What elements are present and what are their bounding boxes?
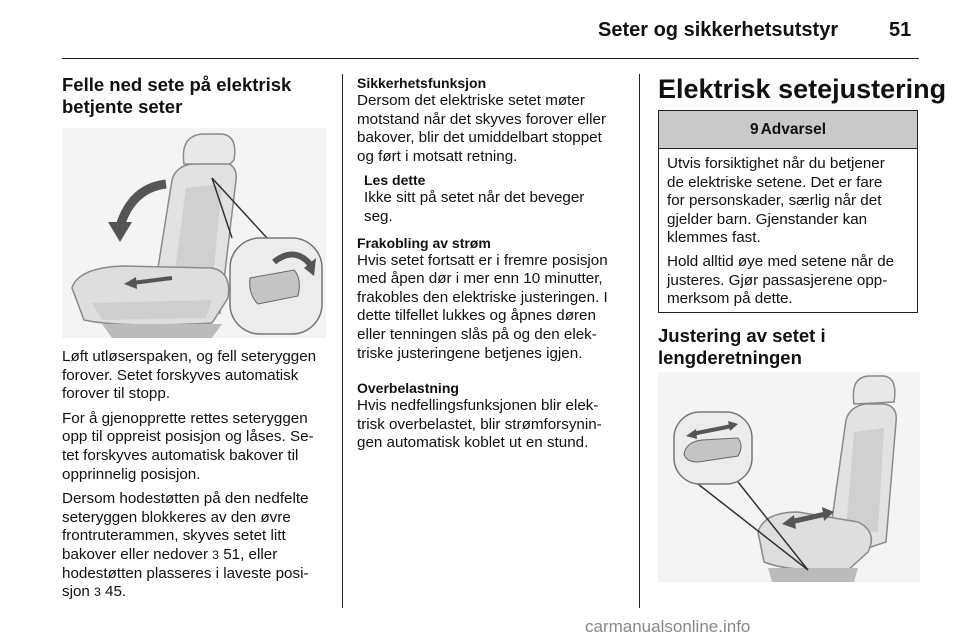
page-ref-icon: 3 (94, 585, 101, 600)
note-block (357, 171, 629, 226)
warning-triangle-icon: 9 (749, 120, 759, 138)
paragraph-fold-1: Løft utløserspaken, og fell seteryggen forover. Setet forskyves automatisk forover til stopp. (62, 348, 317, 403)
paragraph-safety: Dersom det elektriske setet møter motstand når det skyves forover eller bakover, blir det umiddelbart stoppet og ført i motsatt retning. (357, 92, 607, 165)
column-divider-right (639, 74, 640, 608)
slide-seat-illustration (658, 372, 920, 582)
warning-box (658, 110, 918, 313)
column-divider-left (342, 74, 343, 608)
header-divider (62, 58, 919, 59)
section-heading-electric-adjust: Elektrisk setejustering (658, 74, 947, 104)
page-reference-45[interactable]: 45. (105, 583, 127, 601)
paragraph-overload: Hvis nedfellingsfunksjonen blir elek- trisk overbelastet, blir strømforsynin- gen automatisk koblet ut en stund. (357, 397, 602, 452)
heading-safety-function: Sikkerhetsfunksjon (357, 75, 487, 91)
warning-paragraph-1: Utvis forsiktighet når du betjener de elektriske setene. Det er fare for personskader, særlig når det gjelder barn. Gjenstander kan klemmes fast. (667, 155, 885, 247)
warning-paragraph-2: Hold alltid øye med setene når de justeres. Gjør passasjerene opp- merksom på dette. (667, 252, 895, 308)
note-heading: Les dette (364, 172, 426, 189)
left-column-body (62, 348, 332, 602)
page-header-title: Seter og sikkerhetsutstyr (598, 19, 839, 41)
warning-body (659, 149, 917, 309)
warning-title: Advarsel (760, 120, 827, 138)
heading-overload: Overbelastning (357, 380, 459, 397)
page-ref-icon: 3 (212, 547, 219, 562)
watermark: carmanualsonline.info (585, 617, 751, 636)
warning-header (659, 111, 917, 149)
paragraph-fold-3: Dersom hodestøtten på den nedfelte seteryggen blokkeres av den øvre frontruterammen, skyves setet litt bakover eller nedover 3 51, eller hodestøtten plasseres i laveste posi- sjon 3 45. (62, 490, 309, 601)
heading-power-disconnect: Frakobling av strøm (357, 234, 491, 251)
middle-column (357, 74, 629, 453)
paragraph-fold-2: For å gjenopprette rettes seteryggen opp til oppreist posisjon og låses. Se- tet forskyves automatisk bakover til opprinnelig posisjon. (62, 409, 314, 483)
note-text: Ikke sitt på setet når det beveger seg. (364, 189, 585, 225)
page-number: 51 (889, 19, 912, 41)
left-column (62, 74, 330, 118)
paragraph-power: Hvis setet fortsatt er i fremre posisjon med åpen dør i mer enn 10 minutter, frakobles den elektriske justeringen. I dette tilfellet lukkes og åpnes døren eller tenningen slås på og den elek- triske justeringene betjenes igjen. (357, 251, 608, 362)
page-reference-51[interactable]: 51, eller (223, 545, 278, 563)
fold-seat-illustration (62, 128, 326, 338)
section-heading-fold-seat: Felle ned sete på elektrisk betjente seter (62, 74, 292, 117)
section-heading-longitudinal: Justering av setet i lengderetningen (658, 325, 826, 368)
